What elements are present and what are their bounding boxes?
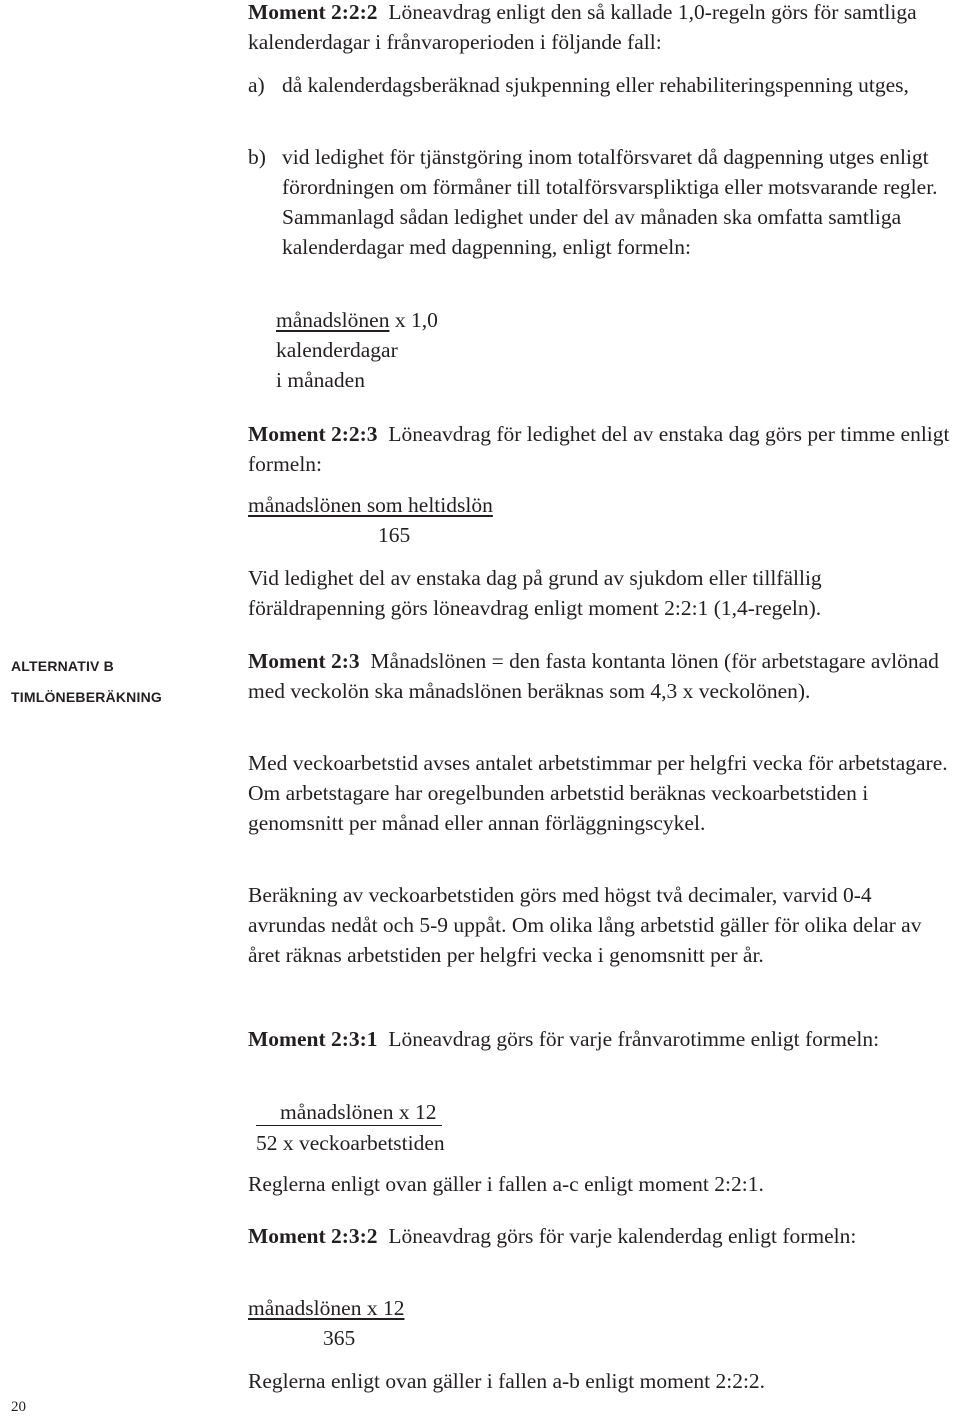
formula-denominator: 52 x veckoarbetstiden — [256, 1131, 445, 1155]
sidebar-heading — [11, 651, 211, 713]
moment-2-3-1-text: Löneavdrag görs för varje frånvarotimme enligt formeln: — [388, 1027, 880, 1051]
formula-denominator-2: i månaden — [276, 368, 365, 392]
sidebar-line-2: TIMLÖNEBERÄKNING — [11, 689, 162, 705]
moment-2-2-2-heading: Moment 2:2:2 — [248, 0, 378, 24]
formula-denominator: 365 — [323, 1326, 356, 1350]
formula-hourly — [248, 490, 493, 550]
moment-2-2-3-heading: Moment 2:2:3 — [248, 422, 378, 446]
list-label-b: b) — [248, 145, 266, 169]
moment-2-3-1-heading: Moment 2:3:1 — [248, 1027, 378, 1051]
moment-2-3-2-paragraph — [248, 1221, 954, 1251]
formula-factor: x 1,0 — [394, 308, 438, 332]
formula-numerator: månadslönen x 12 — [256, 1099, 442, 1126]
formula-numerator: månadslönen — [276, 308, 390, 332]
moment-2-3-paragraph-3: Beräkning av veckoarbetstiden görs med högst två decimaler, varvid 0-4 avrundas nedåt och 5-9 uppåt. Om olika lång arbetstid gäller för olika delar av året räknas arbetstiden per helgfri vecka i genomsnitt per år. — [248, 883, 922, 967]
formula-denominator-1: kalenderdagar — [276, 338, 398, 362]
formula-numerator: månadslönen som heltidslön — [248, 493, 493, 517]
moment-2-3-2-text: Löneavdrag görs för varje kalenderdag enligt formeln: — [388, 1224, 857, 1248]
formula-denominator: 165 — [378, 523, 411, 547]
formula-1-0-rule — [276, 305, 438, 395]
moment-2-3-2-heading: Moment 2:3:2 — [248, 1224, 378, 1248]
page-number: 20 — [11, 1399, 26, 1415]
moment-2-3-1-paragraph — [248, 1024, 954, 1054]
moment-2-2-2-paragraph — [248, 0, 954, 57]
formula-hourly-absence — [256, 1097, 445, 1159]
sidebar-line-1: ALTERNATIV B — [11, 658, 114, 674]
moment-2-3-2-note: Reglerna enligt ovan gäller i fallen a-b enligt moment 2:2:2. — [248, 1369, 766, 1393]
moment-2-3-paragraph — [248, 646, 954, 706]
moment-2-2-3-note: Vid ledighet del av enstaka dag på grund av sjukdom eller tillfällig föräldrapenning görs löneavdrag enligt moment 2:2:1 (1,4-regeln). — [248, 566, 822, 620]
formula-calendar-day — [248, 1293, 404, 1353]
moment-2-2-2-text: Löneavdrag enligt den så kallade 1,0-regeln görs för samtliga kalenderdagar i frånvaroperioden i följande fall: — [248, 0, 917, 54]
list-label-a: a) — [248, 73, 265, 97]
list-item-b: vid ledighet för tjänstgöring inom totalförsvaret då dagpenning utges enligt förordningen om förmåner till totalförsvarspliktiga eller motsvarande regler. Sammanlagd sådan ledighet under del av månaden ska omfatta samtliga kalenderdagar med dagpenning, enligt formeln: — [282, 145, 938, 259]
formula-numerator: månadslönen x 12 — [248, 1296, 405, 1320]
moment-2-2-3-paragraph — [248, 419, 954, 479]
moment-2-3-1-note: Reglerna enligt ovan gäller i fallen a-c enligt moment 2:2:1. — [248, 1172, 764, 1196]
list-item-a: då kalenderdagsberäknad sjukpenning eller rehabiliteringspenning utges, — [282, 73, 909, 97]
moment-2-3-text: Månadslönen = den fasta kontanta lönen (för arbetstagare avlönad med veckolön ska månadslönen beräknas som 4,3 x veckolönen). — [248, 649, 939, 703]
moment-2-3-heading: Moment 2:3 — [248, 649, 360, 673]
moment-2-2-3-text: Löneavdrag för ledighet del av enstaka dag görs per timme enligt formeln: — [248, 422, 950, 476]
moment-2-3-paragraph-2: Med veckoarbetstid avses antalet arbetstimmar per helgfri vecka för arbetstagare. Om arbetstagare har oregelbunden arbetstid beräknas veckoarbetstiden i genomsnitt per månad eller annan förläggningscykel. — [248, 751, 948, 835]
